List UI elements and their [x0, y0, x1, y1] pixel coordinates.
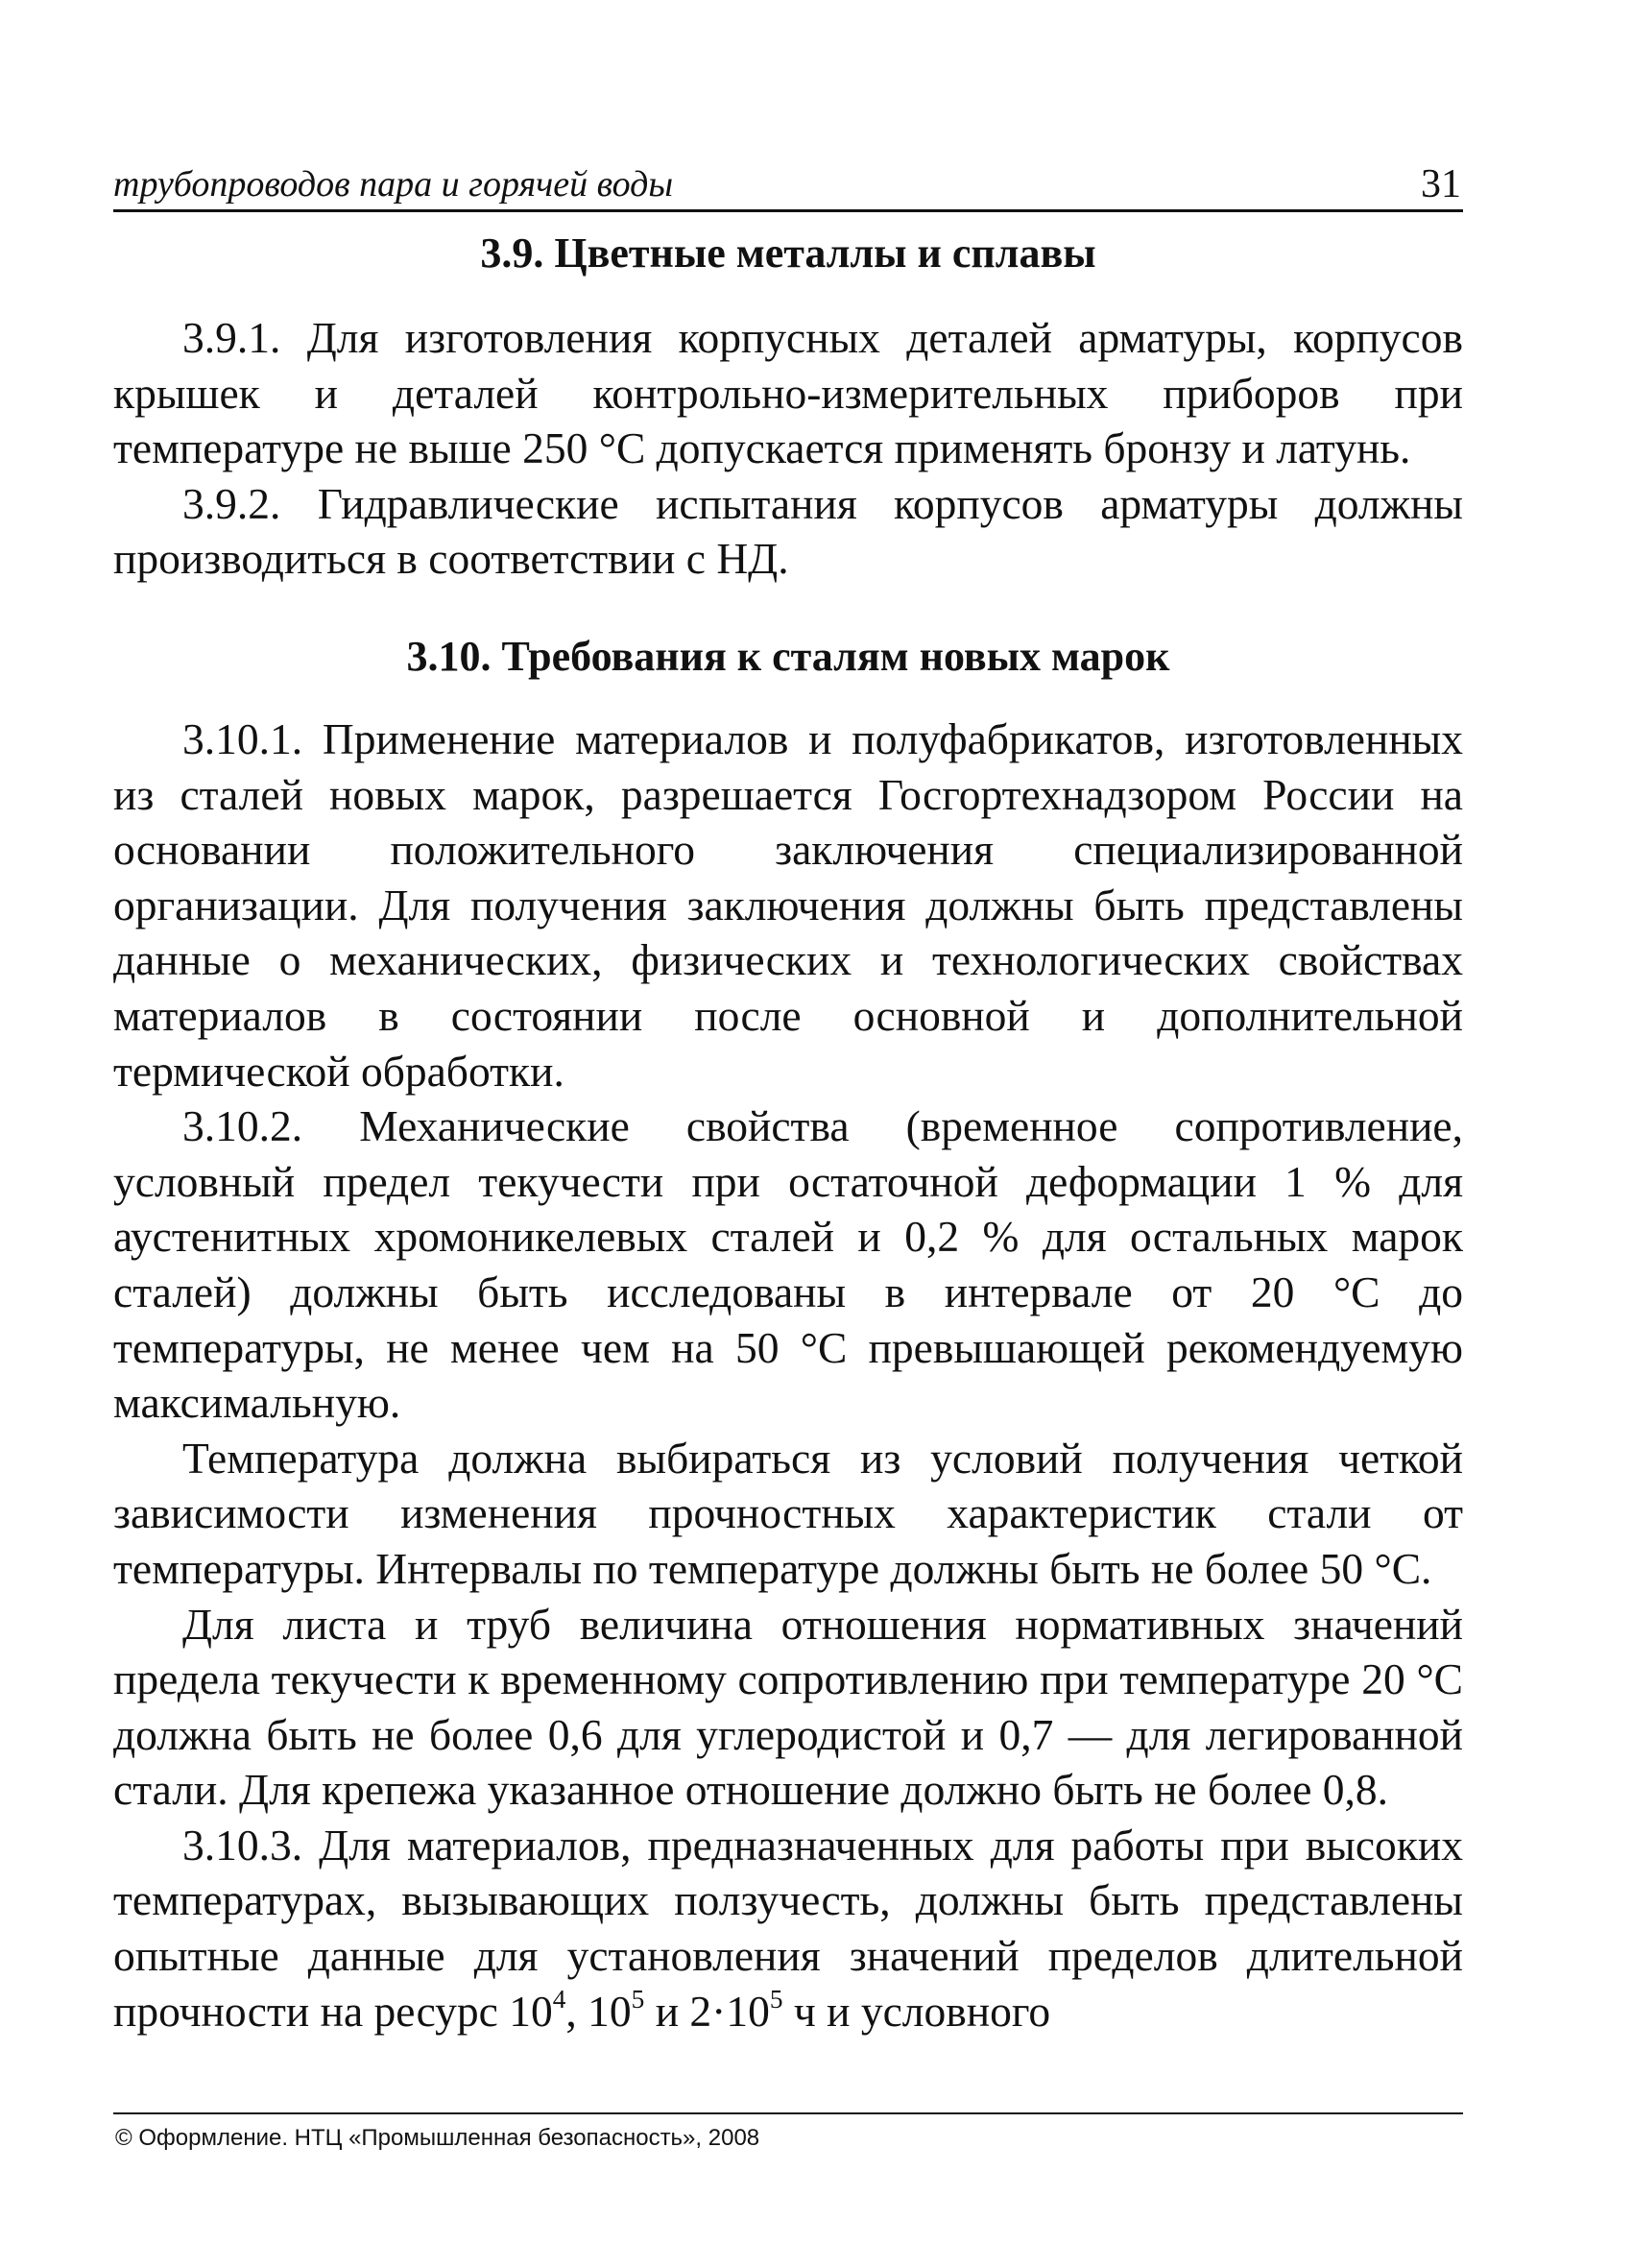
paragraph-3-10-1: 3.10.1. Применение материалов и полуфабрикатов, изготовленных из сталей новых марок, разрешается Госгортехнадзором России на основании положительного заключения специализированной организации. Для получения заключения должны быть представлены данные о механических, физических и технологических свойствах материалов в состоянии после основной и дополнительной термической обработки.: [113, 714, 1463, 1096]
section-heading-3-10: 3.10. Требования к сталям новых марок: [406, 633, 1170, 680]
section-heading-3-9: 3.9. Цветные металлы и сплавы: [480, 229, 1096, 277]
superscript: 4: [552, 1984, 566, 2014]
superscript: 5: [631, 1984, 645, 2014]
footer-copyright: © Оформление. НТЦ «Промышленная безопасность», 2008: [115, 2125, 760, 2151]
text-segment: ч и условного: [782, 1986, 1051, 2036]
paragraph-3-10-2: 3.10.2. Механические свойства (временное сопротивление, условный предел текучести при остаточной деформации 1 % для аустенитных хромоникелевых сталей и 0,2 % для остальных марок сталей) должны быть исследованы в интервале от 20 °С до температуры, не менее чем на 50 °С превышающей рекомендуемую максимальную.: [113, 1101, 1463, 1428]
footer-divider: [113, 2112, 1463, 2114]
paragraph-3-9-2: 3.9.2. Гидравлические испытания корпусов арматуры должны производиться в соответствии с НД.: [113, 478, 1463, 584]
page-number: 31: [1421, 162, 1461, 206]
superscript: 5: [769, 1984, 783, 2014]
text-segment: и 2·10: [644, 1986, 770, 2036]
section-3-9-body: [113, 310, 1463, 587]
paragraph-temperature: Температура должна выбираться из условий получения четкой зависимости изменения прочностных характеристик стали от температуры. Интервалы по температуре должны быть не более 50 °С.: [113, 1433, 1463, 1593]
section-3-10-body: [113, 712, 1463, 2039]
running-title: трубопроводов пара и горячей воды: [113, 164, 674, 205]
paragraph-3-9-1: 3.9.1. Для изготовления корпусных деталей арматуры, корпусов крышек и деталей контрольно-измерительных приборов при температуре не выше 250 °С допускается применять бронзу и латунь.: [113, 313, 1463, 473]
paragraph-3-10-3: [113, 1818, 1463, 2039]
text-segment: , 10: [565, 1986, 632, 2036]
text-segment: 3.10.3. Для материалов, предназначенных для работы при высоких температурах, вызывающих ползучесть, должны быть представлены опытные данные для установления значений пределов длительной прочности на ресурс 10: [113, 1820, 1463, 2036]
paragraph-yield-ratio: Для листа и труб величина отношения нормативных значений предела текучести к временному сопротивлению при температуре 20 °С должна быть не более 0,6 для углеродистой и 0,7 — для легированной стали. Для крепежа указанное отношение должно быть не более 0,8.: [113, 1599, 1463, 1815]
running-header: [113, 161, 1463, 212]
